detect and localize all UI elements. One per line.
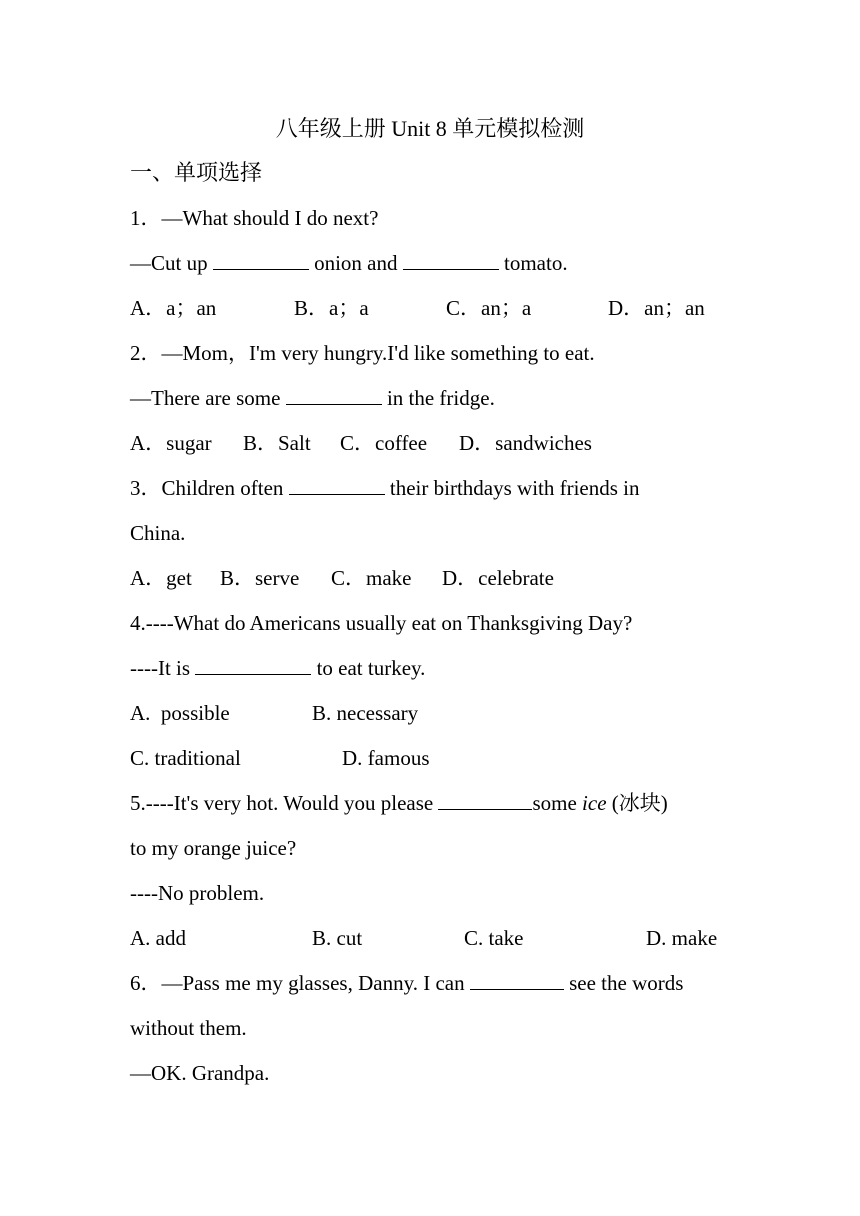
q2-option-a: A．sugar (130, 431, 212, 455)
q5-option-a: A. add (130, 926, 186, 950)
q6-text-a: 6．—Pass me my glasses, Danny. I can (130, 971, 470, 995)
question-2-stem: 2．—Mom，I'm very hungry.I'd like something to eat. (130, 341, 595, 365)
q2-blank (286, 386, 382, 405)
q5-text-c: (冰块) (606, 791, 668, 815)
q4-text-a: ----It is (130, 656, 196, 680)
question-4-stem: 4.----What do Americans usually eat on Thanksgiving Day? (130, 611, 633, 635)
q4-blank (195, 656, 311, 675)
q6-text-b: see the words (563, 971, 684, 995)
q1-text-c: tomato. (498, 251, 568, 275)
q1-blank-2 (403, 251, 499, 270)
q5-blank (438, 791, 532, 810)
q4-text-b: to eat turkey. (311, 656, 426, 680)
q5-text-a: 5.----It's very hot. Would you please (130, 791, 439, 815)
question-6-reply: —OK. Grandpa. (130, 1061, 270, 1085)
question-4-sentence (130, 653, 425, 683)
q3-blank (289, 476, 385, 495)
q1-text-a: —Cut up (130, 251, 213, 275)
page-title: 八年级上册 Unit 8 单元模拟检测 (275, 116, 585, 141)
question-6-stem-cont: without them. (130, 1016, 247, 1040)
question-2-sentence (130, 383, 495, 413)
q3-text-a: 3．Children often (130, 476, 289, 500)
q3-option-c: C．make (331, 566, 412, 590)
q2-option-b: B．Salt (243, 431, 311, 455)
q3-text-b: their birthdays with friends in (384, 476, 640, 500)
q2-text-a: —There are some (130, 386, 286, 410)
q3-option-a: A．get (130, 566, 192, 590)
q1-option-d: D．an；an (608, 296, 705, 320)
question-5-stem (130, 788, 668, 818)
q2-text-b: in the fridge. (381, 386, 495, 410)
section-heading: 一、单项选择 (130, 160, 263, 185)
question-5-stem-cont: to my orange juice? (130, 836, 297, 860)
q5-option-d: D. make (646, 926, 718, 950)
q1-blank-1 (213, 251, 309, 270)
question-3-stem-cont: China. (130, 521, 186, 545)
q4-option-b: B. necessary (312, 701, 419, 725)
question-5-reply: ----No problem. (130, 881, 265, 905)
q3-option-b: B．serve (220, 566, 300, 590)
q4-option-c: C. traditional (130, 746, 241, 770)
q5-option-b: B. cut (312, 926, 363, 950)
q4-option-d: D. famous (342, 746, 430, 770)
q1-text-b: onion and (308, 251, 403, 275)
q2-option-c: C．coffee (340, 431, 428, 455)
q5-ice-word: ice (582, 791, 607, 815)
question-3-stem (130, 473, 640, 503)
q1-option-a: A．a；an (130, 296, 217, 320)
q2-option-d: D．sandwiches (459, 431, 592, 455)
question-1-stem: 1．—What should I do next? (130, 206, 379, 230)
question-1-sentence (130, 248, 568, 278)
q5-text-b: some (532, 791, 583, 815)
q3-option-d: D．celebrate (442, 566, 554, 590)
question-6-stem (130, 968, 683, 998)
q4-option-a: A. possible (130, 701, 230, 725)
q6-blank (470, 971, 564, 990)
q1-option-c: C．an；a (446, 296, 532, 320)
q5-option-c: C. take (464, 926, 524, 950)
q1-option-b: B．a；a (294, 296, 369, 320)
